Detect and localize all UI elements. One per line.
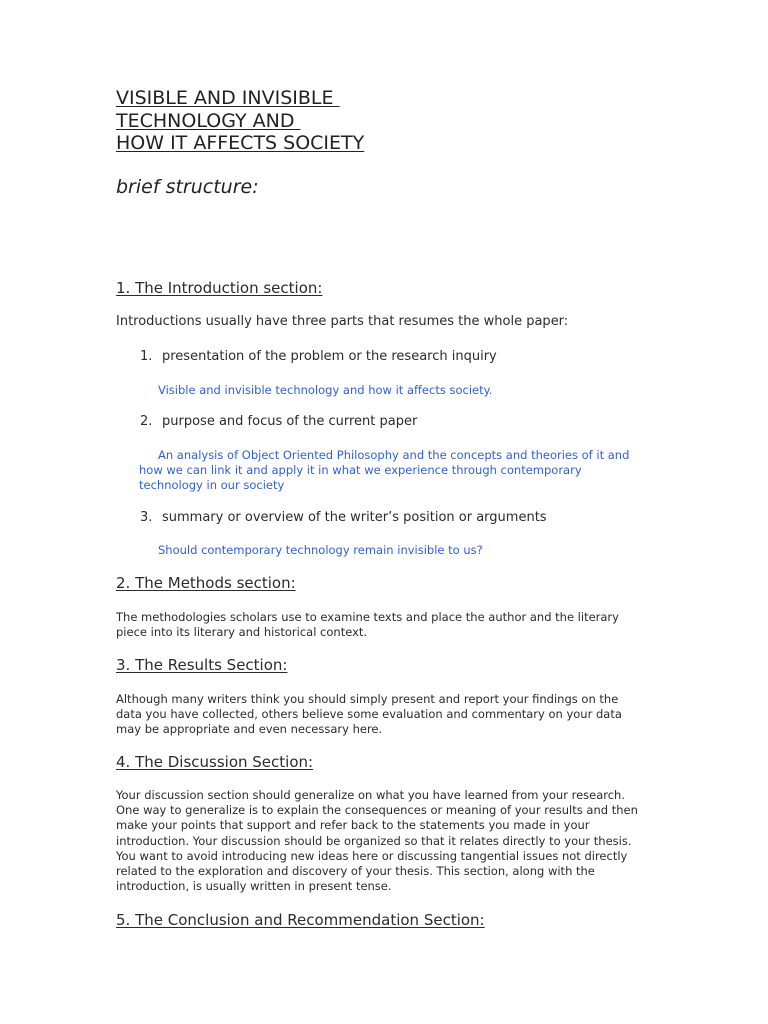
list-item-note: Visible and invisible technology and how it affects society. [158, 383, 493, 397]
introduction-lead: Introductions usually have three parts that resumes the whole paper: [116, 314, 569, 329]
methods-heading: 2. The Methods section: [116, 574, 296, 592]
list-item-number: 1. [140, 349, 153, 364]
discussion-heading: 4. The Discussion Section: [116, 753, 314, 771]
list-item [140, 414, 417, 429]
list-item-note: An analysis of Object Oriented Philosophy and the concepts and theories of it and how we can link it and apply it in what we experience through contemporary technology in our society [139, 448, 630, 493]
title-line-1: VISIBLE AND INVISIBLE [116, 87, 340, 109]
discussion-body: Your discussion section should generalize on what you have learned from your research. One way to generalize is to explain the consequences or meaning of your results and then make your points that support and refer back to the statements you made in your introduction. Your discussion should be organized so that it relates directly to your thesis. You want to avoid introducing new ideas here or discussing tangential issues not directly related to the exploration and discovery of your thesis. This section, along with the introduction, is usually written in present tense. [116, 788, 638, 894]
list-item [140, 349, 497, 364]
list-item-label: presentation of the problem or the research inquiry [162, 349, 497, 364]
list-item-label: purpose and focus of the current paper [162, 414, 418, 429]
methods-body: The methodologies scholars use to examine texts and place the author and the literary piece into its literary and historical context. [116, 610, 619, 640]
document-subtitle: brief structure: [116, 176, 259, 198]
list-item-note: Should contemporary technology remain invisible to us? [158, 543, 483, 557]
title-line-2: TECHNOLOGY AND [116, 110, 301, 132]
results-body: Although many writers think you should simply present and report your findings on the data you have collected, others believe some evaluation and commentary on your data may be appropriate and even necessary here. [116, 692, 622, 737]
list-item-label: summary or overview of the writer’s position or arguments [162, 510, 547, 525]
introduction-heading: 1. The Introduction section: [116, 279, 323, 297]
list-item-number: 2. [140, 414, 153, 429]
list-item-number: 3. [140, 510, 153, 525]
title-line-3: HOW IT AFFECTS SOCIETY [116, 132, 365, 154]
results-heading: 3. The Results Section: [116, 656, 288, 674]
conclusion-heading: 5. The Conclusion and Recommendation Section: [116, 911, 485, 929]
list-item [140, 510, 547, 525]
